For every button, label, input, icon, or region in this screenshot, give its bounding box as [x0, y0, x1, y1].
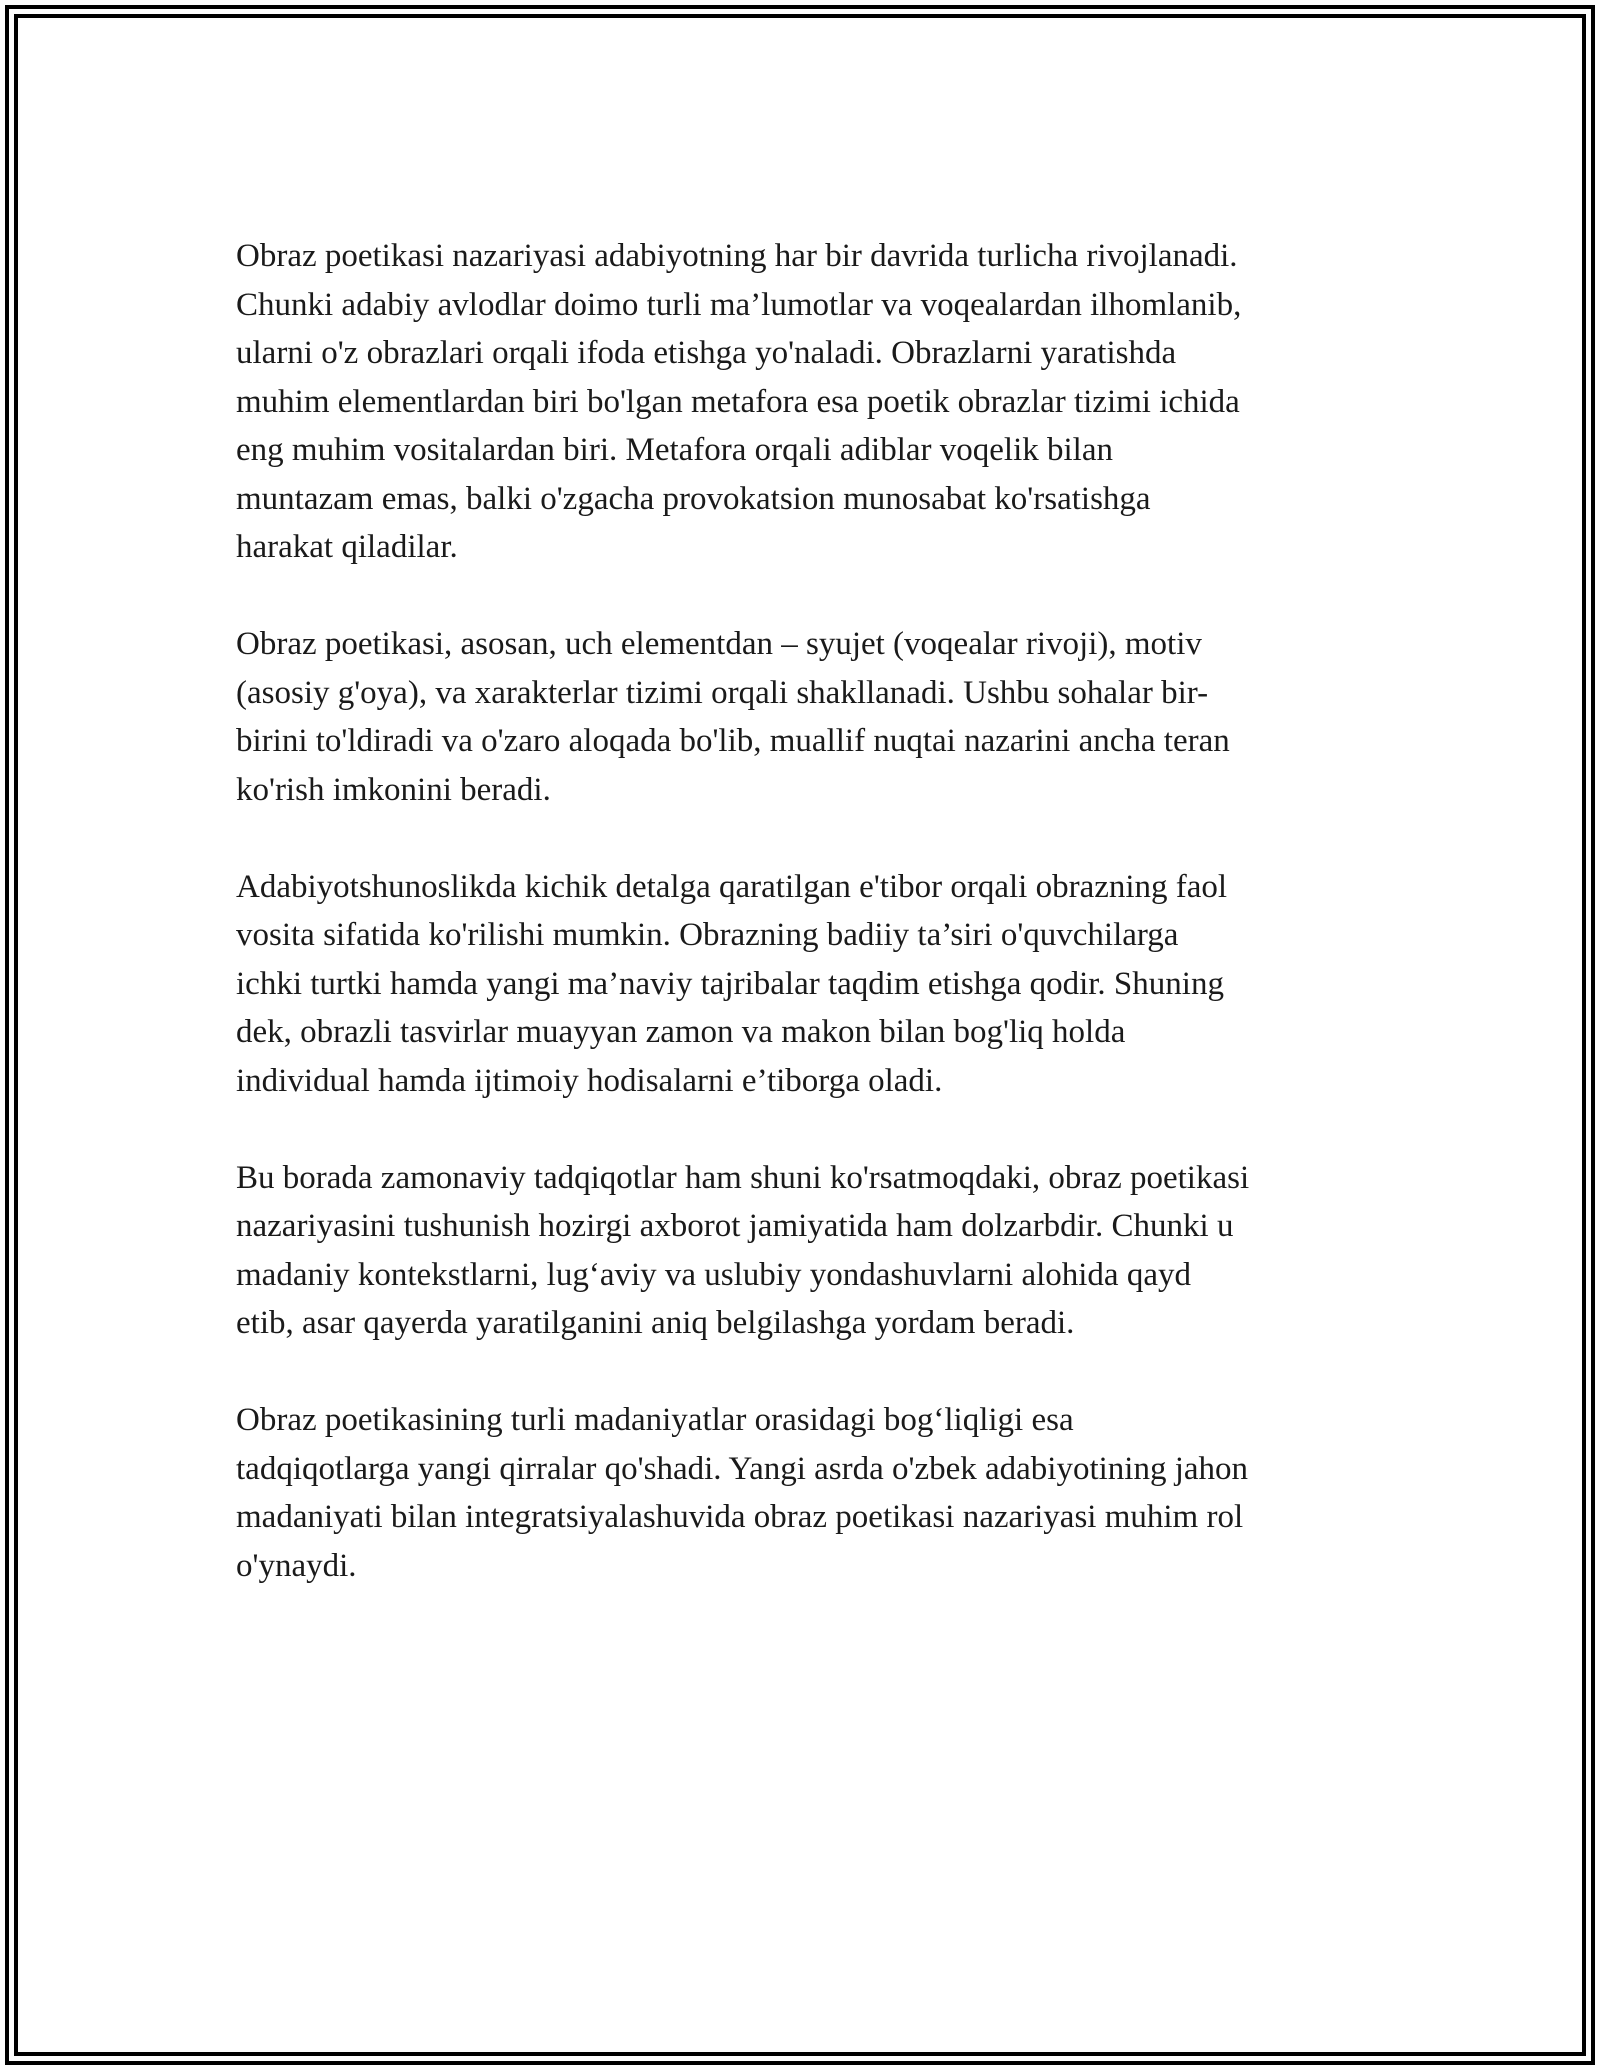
paragraph-line: o'ynaydi. — [236, 1547, 357, 1584]
paragraph-line: Chunki adabiy avlodlar doimo turli ma’lumotlar va voqealardan ilhomlanib, — [236, 286, 1242, 323]
paragraph-line: muntazam emas, balki o'zgacha provokatsion munosabat ko'rsatishga — [236, 480, 1151, 517]
document-body — [236, 232, 1376, 1639]
paragraph-line: muhim elementlardan biri bo'lgan metafora esa poetik obrazlar tizimi ichida — [236, 383, 1240, 420]
paragraph-line: Obraz poetikasining turli madaniyatlar orasidagi bog‘liqligi esa — [236, 1402, 1074, 1438]
paragraph-2 — [236, 620, 1376, 814]
paragraph-1 — [236, 232, 1376, 572]
paragraph-line: ichki turtki hamda yangi ma’naviy tajribalar taqdim etishga qodir. Shuning — [236, 965, 1224, 1002]
paragraph-line: birini to'ldiradi va o'zaro aloqada bo'lib, muallif nuqtai nazarini ancha teran — [236, 723, 1230, 759]
paragraph-line: eng muhim vositalardan biri. Metafora orqali adiblar voqelik bilan — [236, 432, 1113, 468]
paragraph-3 — [236, 863, 1376, 1106]
paragraph-line: individual hamda ijtimoiy hodisalarni e’tiborga oladi. — [236, 1062, 943, 1099]
paragraph-line: madaniy kontekstlarni, lug‘aviy va uslubiy yondashuvlarni alohida qayd — [236, 1256, 1191, 1293]
paragraph-5 — [236, 1396, 1376, 1590]
paragraph-line: (asosiy g'oya), va xarakterlar tizimi orqali shakllanadi. Ushbu sohalar bir- — [236, 674, 1209, 711]
paragraph-line: tadqiqotlarga yangi qirralar qo'shadi. Yangi asrda o'zbek adabiyotining jahon — [236, 1450, 1249, 1487]
paragraph-line: nazariyasini tushunish hozirgi axborot jamiyatida ham dolzarbdir. Chunki u — [236, 1208, 1234, 1244]
paragraph-line: Obraz poetikasi, asosan, uch elementdan – syujet (voqealar rivoji), motiv — [236, 626, 1202, 662]
paragraph-line: Obraz poetikasi nazariyasi adabiyotning har bir davrida turlicha rivojlanadi. — [236, 238, 1238, 274]
paragraph-line: Adabiyotshunoslikda kichik detalga qaratilgan e'tibor orqali obrazning faol — [236, 868, 1228, 905]
paragraph-line: harakat qiladilar. — [236, 529, 458, 565]
paragraph-line: madaniyati bilan integratsiyalashuvida obraz poetikasi nazariyasi muhim rol — [236, 1499, 1244, 1535]
paragraph-line: vosita sifatida ko'rilishi mumkin. Obrazning badiiy ta’siri o'quvchilarga — [236, 917, 1179, 953]
paragraph-line: ularni o'z obrazlari orqali ifoda etishga yo'naladi. Obrazlarni yaratishda — [236, 335, 1177, 371]
paragraph-line: ko'rish imkonini beradi. — [236, 771, 551, 808]
paragraph-4 — [236, 1154, 1376, 1348]
paragraph-line: Bu borada zamonaviy tadqiqotlar ham shuni ko'rsatmoqdaki, obraz poetikasi — [236, 1159, 1250, 1196]
paragraph-line: etib, asar qayerda yaratilganini aniq belgilashga yordam beradi. — [236, 1305, 1075, 1341]
paragraph-line: dek, obrazli tasvirlar muayyan zamon va makon bilan bog'liq holda — [236, 1014, 1126, 1050]
